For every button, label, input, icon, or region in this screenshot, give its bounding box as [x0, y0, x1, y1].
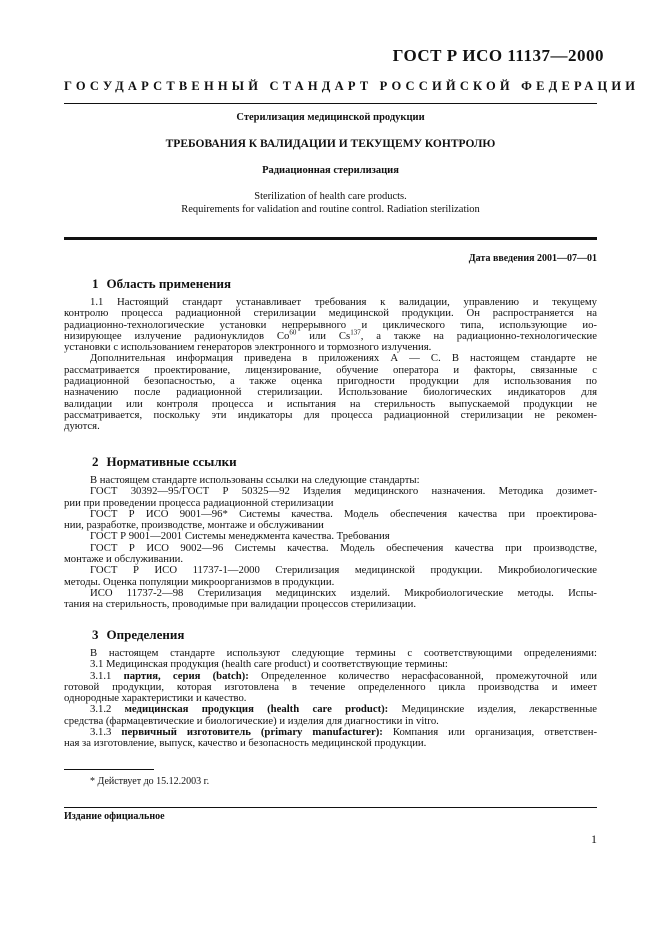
title-line-1: Стерилизация медицинской продукции	[236, 112, 425, 123]
title-main: ТРЕБОВАНИЯ К ВАЛИДАЦИИ И ТЕКУЩЕМУ КОНТРОЛЮ	[165, 138, 496, 150]
s2-line: рии при проведении процесса радиационной стерилизации	[64, 496, 334, 509]
s2-line: монтаже и обслуживании.	[64, 553, 184, 566]
section-3-heading	[92, 627, 184, 643]
organization-title: ГОСУДАРСТВЕННЫЙ СТАНДАРТ РОССИЙСКОЙ ФЕДЕРАЦИИ	[64, 79, 640, 93]
s3-line: готовой продукции, которая изготовлена в течение определенного цикла производства и имеет	[64, 680, 597, 693]
title-english-1: Sterilization of health care products.	[254, 191, 407, 202]
s3-line: 3.1.1 партия, серия (batch): Определенное количество нерасфасованной, промежуточной или	[90, 669, 597, 682]
title-english	[64, 191, 597, 216]
footnote-rule	[64, 769, 154, 770]
s2-line: ГОСТ Р 9001—2001 Системы менеджмента качества. Требования	[90, 530, 390, 543]
s2-line: ГОСТ Р ИСО 11737-1—2000 Стерилизация медицинской продукции. Микробиологические	[90, 564, 597, 577]
section-3-body	[64, 648, 597, 750]
title-rule	[64, 237, 597, 240]
header-rule	[64, 103, 597, 104]
s1-line: радиационно-технологические установки непрерывного и циклического типа, использующие ио-	[64, 318, 597, 331]
s3-line: В настоящем стандарте используют следующие термины с соответствующими определениями:	[90, 647, 597, 659]
s2-line: тания на стерильность, проводимые при валидации процессов стерилизации.	[64, 598, 417, 611]
s3-line: однородные характеристики и качество.	[64, 692, 247, 705]
section-1-heading	[92, 276, 231, 292]
section-2-body	[64, 475, 597, 611]
s2-line: ИСО 11737-2—98 Стерилизация медицинских изделий. Микробиологические методы. Испы-	[90, 586, 597, 599]
s2-line: методы. Оценка популяции микроорганизмов в продукции.	[64, 575, 335, 588]
s1-line: Дополнительная информация приведена в приложениях А — С. В настоящем стандарте не	[90, 352, 597, 365]
document-code: ГОСТ Р ИСО 11137—2000	[392, 46, 604, 65]
section-2-title: Нормативные ссылки	[106, 454, 237, 469]
s2-line: ГОСТ Р ИСО 9001—96* Системы качества. Модель обеспечения качества при проектирова-	[90, 507, 597, 520]
section-3-title: Определения	[106, 627, 185, 642]
term-primary-manufacturer: первичный изготовитель (primary manufacturer):	[121, 726, 383, 739]
s1-line: рассматривается проектирование, лицензирование, обучение оператора и факторы, связанные с	[64, 363, 597, 376]
s1-line: установки с использованием генераторов электронного и тормозного излучения.	[64, 341, 432, 354]
term-health-care-product: медицинская продукция (health care product):	[124, 703, 389, 716]
s3-line: 3.1 Медицинская продукция (health care product) и соответствующие термины:	[90, 658, 448, 671]
s2-line: В настоящем стандарте использованы ссылки на следующие стандарты:	[90, 474, 420, 486]
s1-line: назначению после радиационной стерилизации. Использование биологических индикаторов для	[64, 386, 597, 399]
title-english-2: Requirements for validation and routine control. Radiation sterilization	[181, 203, 480, 215]
section-1-number: 1	[92, 276, 99, 291]
s1-line: дуются.	[64, 420, 100, 433]
s2-line: нии, разработке, производстве, монтаже и обслуживании	[64, 519, 324, 532]
section-1-title: Область применения	[106, 276, 231, 291]
edition-rule	[64, 807, 597, 808]
s1-line: контролю процесса радиационной стерилизации медицинской продукции. Он распространяется на	[64, 307, 597, 320]
s2-line: ГОСТ Р ИСО 9002—96 Системы качества. Модель обеспечения качества при производстве,	[90, 541, 597, 554]
s1-line: 1.1 Настоящий стандарт устанавливает требования к валидации, управлению и текущему	[90, 296, 597, 308]
s3-line: 3.1.3 первичный изготовитель (primary manufacturer): Компания или организация, ответствен-	[90, 726, 598, 739]
title-subtitle: Радиационная стерилизация	[262, 165, 399, 176]
s1-line: радиационной безопасностью, а также оценка пригодности продукции для использования по	[64, 375, 597, 388]
section-2-heading	[92, 454, 237, 470]
s1-line: валидации или контроля процесса и испытания на стерильность выпускаемой продукции не	[64, 397, 597, 410]
s1-line: рассматривается, поскольку эти индикаторы для процесса радиационной стерилизации не рекомен-	[64, 408, 597, 421]
term-batch: партия, серия (batch):	[123, 669, 249, 682]
s2-line: ГОСТ 30392—95/ГОСТ Р 50325—92 Изделия медицинского назначения. Методика дозимет-	[90, 485, 597, 498]
page-number: 1	[591, 832, 597, 846]
s1-line: низирующее излучение радионуклидов Co$^{60}$ или Cs$^{137}$, а также на радиационно-технологические	[64, 328, 597, 342]
footnote: * Действует до 15.12.2003 г.	[90, 776, 210, 787]
s3-line: ная за изготовление, выпуск, качество и безопасность медицинской продукции.	[64, 737, 427, 750]
introduction-date: Дата введения 2001—07—01	[468, 253, 597, 264]
section-3-number: 3	[92, 627, 99, 642]
s3-line: 3.1.2 медицинская продукция (health care product): Медицинские изделия, лекарственные	[90, 703, 598, 716]
edition-label: Издание официальное	[64, 811, 165, 822]
section-1-body	[64, 297, 597, 433]
s3-line: средства (фармацевтические и биологические) и изделия для диагностики in vitro.	[64, 714, 439, 727]
section-2-number: 2	[92, 454, 99, 469]
